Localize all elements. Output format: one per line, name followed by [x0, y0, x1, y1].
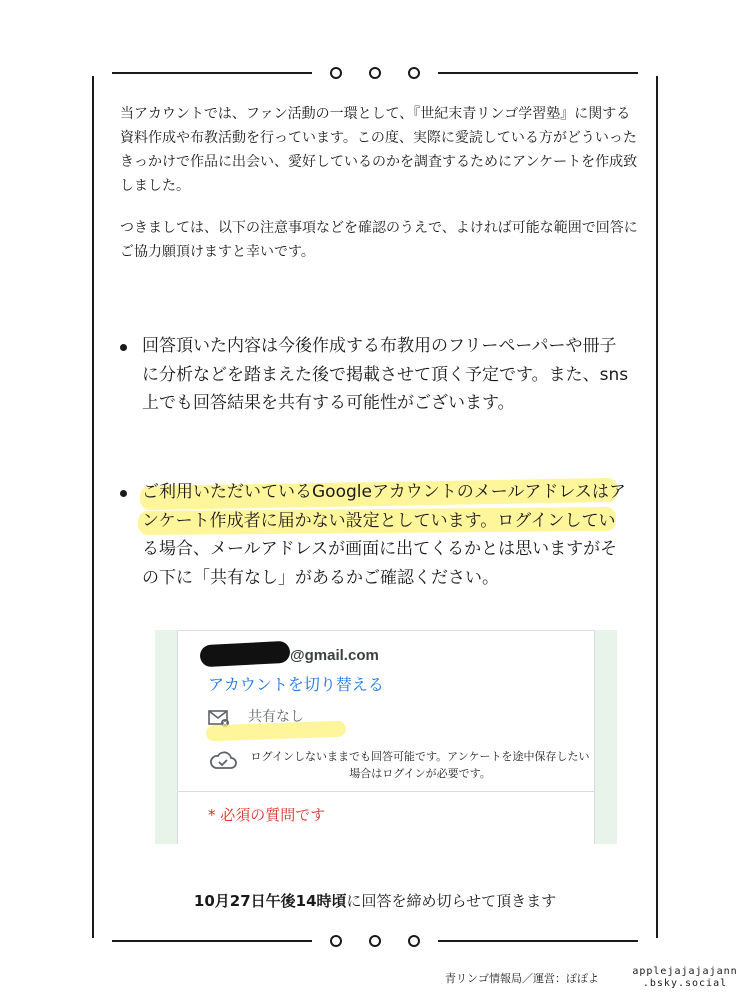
redacted-email [199, 641, 290, 668]
not-shared-label: 共有なし [248, 709, 304, 725]
footer-handle [630, 966, 740, 990]
bullet-icon [120, 344, 127, 351]
bullet-icon [120, 490, 127, 497]
required-question-note: * 必須の質問です [208, 806, 326, 824]
form-card [177, 630, 595, 844]
deadline-notice [0, 890, 750, 912]
note-item-publication [120, 332, 630, 452]
note-text: 回答頂いた内容は今後作成する布教用のフリーペーパーや冊子に分析などを踏まえた後で掲載させて頂く予定です。また、sns上でも回答結果を共有する可能性がございます。 [142, 336, 629, 413]
handle-line: .bsky.social [642, 978, 728, 989]
frame-left-border [92, 76, 94, 938]
login-note: ログインしないままでも回答可能です。アンケートを途中保存したい場合はログインが必要です。 [250, 750, 590, 780]
cloud-icon [208, 749, 238, 771]
switch-account-link[interactable]: アカウントを切り替える [208, 675, 384, 694]
handle-line: applejajajajann [632, 966, 738, 977]
form-header-screenshot [155, 630, 617, 844]
divider [178, 791, 594, 792]
frame-right-border [656, 76, 658, 938]
deadline-date: 10月27日午後14時頃 [193, 892, 347, 910]
request-paragraph: つきましては、以下の注意事項などを確認のうえで、よければ可能な範囲で回答にご協力願頂けますと幸いです。 [120, 220, 638, 260]
deadline-text: に回答を締め切らせて頂きます [346, 892, 557, 910]
note-text: ご利用いただいているGoogleアカウントのメールアドレスはアンケート作成者に届かない設定としています。ログインしている場合、メールアドレスが画面に出てくるかとは思いますがその下に「共有なし」があるかご確認ください。 [142, 482, 626, 588]
note-item-email-privacy [120, 478, 630, 608]
footer-credit: 青リンゴ情報局／運営：ぽぽよ [445, 972, 599, 985]
email-domain: @gmail.com [290, 647, 379, 664]
intro-paragraph: 当アカウントでは、ファン活動の一環として、『世紀末青リンゴ学習塾』に関する資料作成や布教活動を行っています。この度、実際に愛読している方がどういったきっかけで作品に出会い、愛好しているのかを調査するためにアンケートを作成致しました。 [120, 106, 638, 194]
